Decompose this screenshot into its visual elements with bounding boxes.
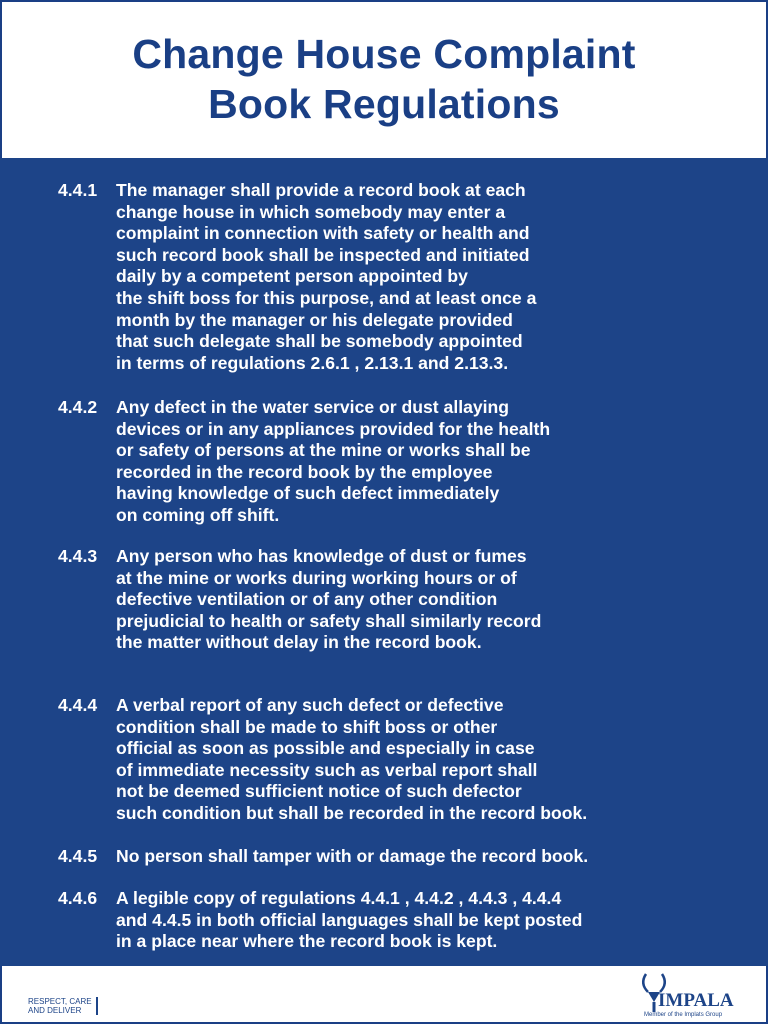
regulation-line: complaint in connection with safety or health and xyxy=(116,223,530,244)
regulation-line: condition shall be made to shift boss or other xyxy=(116,716,498,737)
regulation-line: No person shall tamper with or damage the record book. xyxy=(116,846,589,866)
regulation-line: such record book shall be inspected and initiated xyxy=(116,244,530,265)
regulation-line: change house in which somebody may enter a xyxy=(116,201,506,222)
regulation-4-4-4 xyxy=(0,695,768,825)
regulation-line: The manager shall provide a record book at each xyxy=(116,180,526,200)
tagline xyxy=(28,997,98,1015)
regulation-4-4-6 xyxy=(0,888,768,953)
regulation-number: 4.4.1 xyxy=(58,180,98,200)
regulation-line: and 4.4.5 in both official languages shall be kept posted xyxy=(116,909,583,930)
regulation-line: daily by a competent person appointed by xyxy=(116,266,468,287)
title-area xyxy=(0,0,768,158)
regulation-number: 4.4.3 xyxy=(58,546,98,566)
regulation-number: 4.4.4 xyxy=(58,695,98,715)
regulation-line: devices or in any appliances provided for the health xyxy=(116,418,551,439)
regulation-line: such condition but shall be recorded in the record book. xyxy=(116,802,588,823)
regulation-line: of immediate necessity such as verbal report shall xyxy=(116,759,538,780)
regulation-line: in terms of regulations 2.6.1 , 2.13.1 and 2.13.3. xyxy=(116,352,509,373)
logo-subtitle: Member of the Implats Group xyxy=(644,1012,723,1018)
regulation-line: recorded in the record book by the employee xyxy=(116,461,493,482)
regulation-line: or safety of persons at the mine or works shall be xyxy=(116,440,531,461)
logo-name: IMPALA xyxy=(658,990,734,1011)
regulation-4-4-3 xyxy=(0,546,768,654)
tagline-line-2: AND DELIVER xyxy=(28,1006,82,1015)
regulation-line: that such delegate shall be somebody appointed xyxy=(116,331,523,352)
regulation-line: in a place near where the record book is kept. xyxy=(116,931,498,952)
regulation-line: Any person who has knowledge of dust or fumes xyxy=(116,546,527,566)
regulation-number: 4.4.5 xyxy=(58,846,98,866)
regulation-line: A legible copy of regulations 4.4.1 , 4.4.2 , 4.4.3 , 4.4.4 xyxy=(116,888,562,908)
impala-logo xyxy=(636,972,746,1022)
page-title-line-1: Change House Complaint xyxy=(132,31,636,77)
footer xyxy=(0,966,768,1024)
regulation-4-4-5 xyxy=(0,846,768,868)
regulation-line: Any defect in the water service or dust allaying xyxy=(116,397,510,417)
regulation-line: not be deemed sufficient notice of such defector xyxy=(116,781,522,802)
regulation-line: the matter without delay in the record book. xyxy=(116,632,482,653)
regulation-line: on coming off shift. xyxy=(116,504,280,525)
regulation-line: month by the manager or his delegate provided xyxy=(116,309,513,330)
regulation-line: A verbal report of any such defect or defective xyxy=(116,695,504,715)
page-title-line-2: Book Regulations xyxy=(208,81,560,127)
regulation-number: 4.4.2 xyxy=(58,397,98,417)
regulation-line: at the mine or works during working hours or of xyxy=(116,567,517,588)
regulation-4-4-1 xyxy=(0,180,768,374)
regulation-line: prejudicial to health or safety shall similarly record xyxy=(116,610,542,631)
regulation-line: having knowledge of such defect immediately xyxy=(116,483,500,504)
regulation-4-4-2 xyxy=(0,397,768,527)
regulation-line: official as soon as possible and especially in case xyxy=(116,738,535,759)
regulation-number: 4.4.6 xyxy=(58,888,98,908)
tagline-line-1: RESPECT, CARE xyxy=(28,997,92,1006)
regulation-line: the shift boss for this purpose, and at least once a xyxy=(116,287,537,308)
regulation-line: defective ventilation or of any other condition xyxy=(116,589,498,610)
